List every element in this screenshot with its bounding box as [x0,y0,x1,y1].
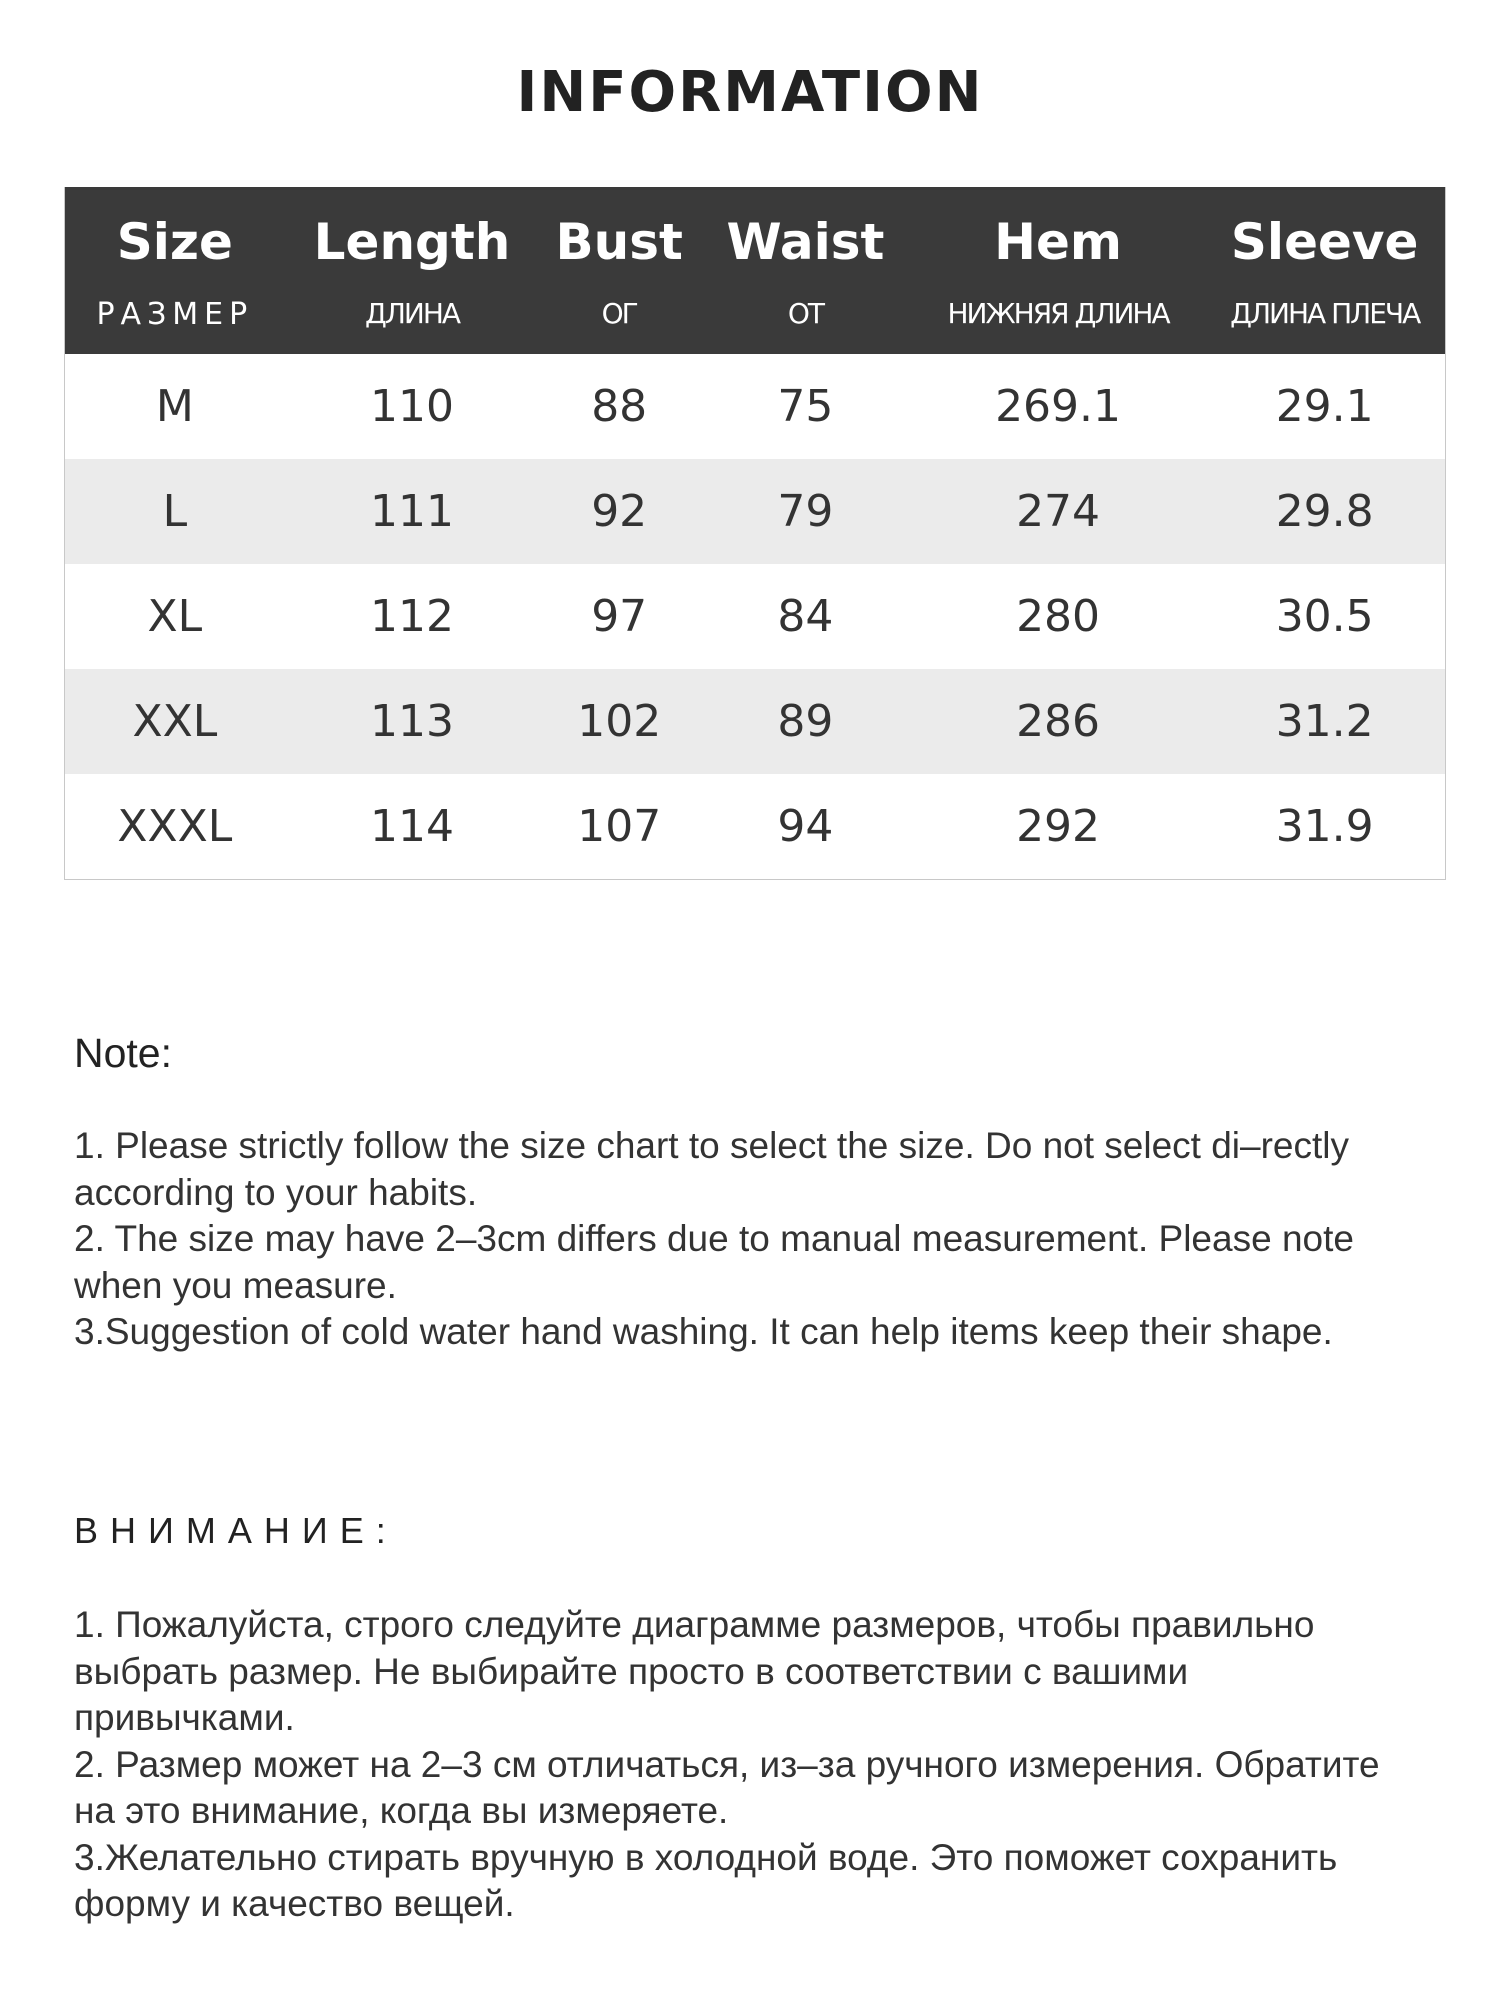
cell-length: 114 [370,801,454,852]
header-label-en: Length [313,213,511,271]
header-label-en: Size [116,213,233,271]
header-size [65,187,285,354]
page-title: INFORMATION [516,60,984,125]
cell-waist: 75 [777,381,834,432]
header-label-ru: НИЖНЯЯ ДЛИНА [947,297,1169,330]
table-body [65,354,1445,879]
cell-waist: 84 [777,591,834,642]
cell-hem: 292 [1016,801,1101,852]
header-length [285,187,540,354]
header-label-en: Bust [555,213,683,271]
cell-bust: 107 [577,801,662,852]
header-label-en: Sleeve [1230,213,1419,271]
note-item: 2. Размер может на 2–3 см отличаться, из–за ручного измерения. Обратите на это внимание, когда вы измеряете. [74,1743,1380,1831]
header-label-ru: ДЛИНА [364,297,460,330]
cell-hem: 274 [1016,486,1101,537]
header-waist [699,187,912,354]
cell-length: 113 [370,696,454,747]
table-header [65,187,1445,354]
note-item: 3.Желательно стирать вручную в холодной воде. Это поможет сохранить форму и качество вещей. [74,1836,1338,1924]
note-item: 3.Suggestion of cold water hand washing. It can help items keep their shape. [74,1311,1333,1352]
table-row [65,564,1445,669]
note-heading-en: Note: [74,1030,172,1076]
note-item: 1. Please strictly follow the size chart to select the size. Do not select di–rectly according to your habits. [74,1125,1350,1213]
cell-size: M [155,381,194,432]
header-label-en: Hem [994,213,1122,271]
cell-sleeve: 29.1 [1275,381,1374,432]
header-label-ru: ОТ [787,297,823,330]
cell-bust: 97 [591,591,648,642]
cell-bust: 88 [591,381,648,432]
note-list-ru [74,1602,1414,1928]
cell-size: L [162,486,188,537]
note-list-en [74,1123,1414,1356]
cell-size: XXXL [117,801,233,852]
cell-length: 110 [370,381,454,432]
cell-sleeve: 29.8 [1275,486,1374,537]
header-label-en: Waist [726,213,885,271]
cell-waist: 94 [777,801,834,852]
cell-sleeve: 31.9 [1275,801,1374,852]
cell-bust: 102 [577,696,662,747]
cell-hem: 286 [1016,696,1101,747]
cell-hem: 280 [1016,591,1101,642]
table-row [65,774,1445,879]
cell-sleeve: 30.5 [1275,591,1374,642]
cell-hem: 269.1 [995,381,1122,432]
header-label-ru: ОГ [601,297,637,330]
cell-waist: 79 [777,486,834,537]
cell-size: XL [147,591,203,642]
size-chart-table [64,187,1446,880]
cell-waist: 89 [777,696,834,747]
cell-length: 112 [370,591,454,642]
note-item: 2. The size may have 2–3cm differs due to manual measurement. Please note when you measure. [74,1218,1354,1306]
note-heading-ru: ВНИМАНИЕ: [74,1510,398,1551]
cell-length: 111 [370,486,454,537]
header-bust [539,187,699,354]
header-label-ru: РАЗМЕР [96,297,254,332]
header-hem [912,187,1205,354]
table-row [65,669,1445,774]
header-label-ru: ДЛИНА ПЛЕЧА [1230,297,1420,330]
header-sleeve [1204,187,1445,354]
note-item: 1. Пожалуйста, строго следуйте диаграмме размеров, чтобы правильно выбрать размер. Не выбирайте просто в соответствии с вашими привычками. [74,1604,1315,1738]
cell-bust: 92 [591,486,648,537]
table-row [65,354,1445,459]
cell-sleeve: 31.2 [1275,696,1374,747]
cell-size: XXL [132,696,218,747]
table-row [65,459,1445,564]
